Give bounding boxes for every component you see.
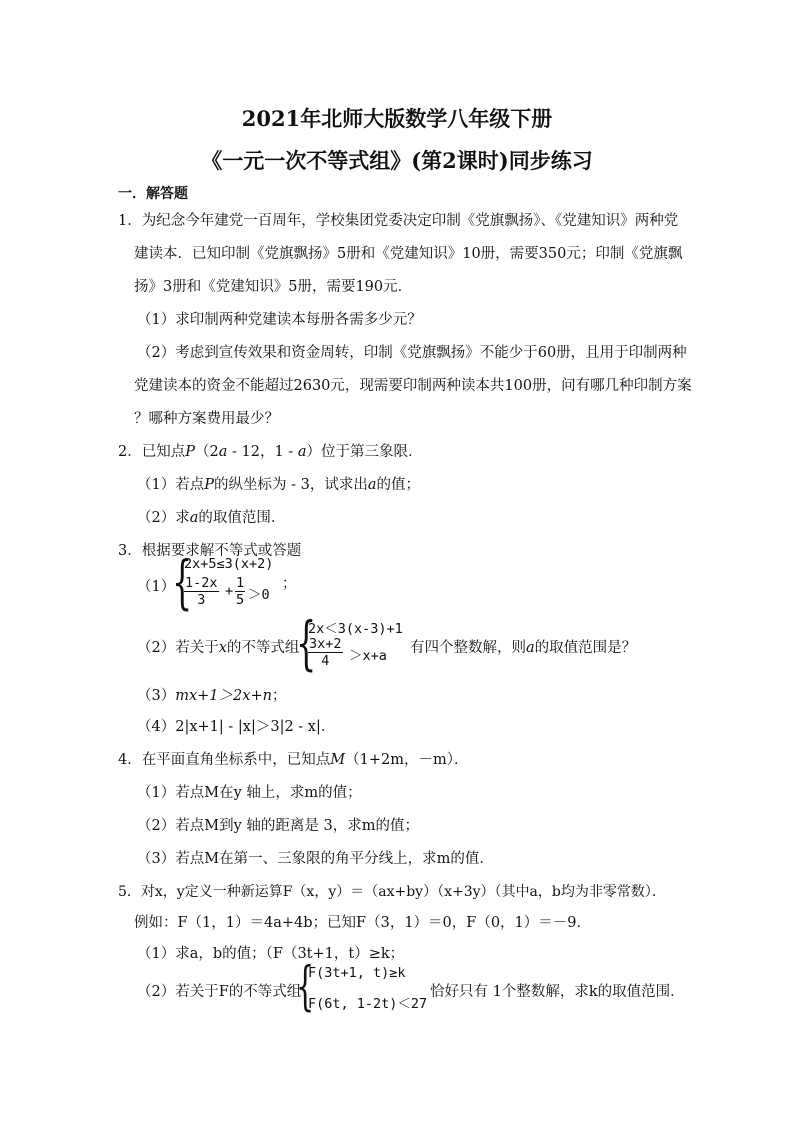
section-heading: 一．解答题	[118, 186, 188, 202]
q3-part-2-fraction	[308, 636, 343, 669]
fraction-denominator: 3	[197, 592, 206, 608]
q4-point-m: M	[330, 752, 346, 768]
fraction-numerator: 3x+2	[309, 636, 342, 652]
brace-glyph: {	[172, 548, 193, 616]
q3-part-4-expression: 2|x+1| - |x|＞3|2 - x|	[175, 719, 321, 735]
q4-part-1: （1）若点M在y 轴上，求m的值；	[137, 785, 362, 801]
q3-part-1-label: （1）	[137, 579, 176, 595]
q2-part-1-post: 的值；	[376, 477, 420, 493]
q2-part-2	[137, 508, 285, 528]
q2-var-a: a	[189, 510, 199, 526]
q5-part-2-post: 恰好只有 1个整数解，求k的取值范围．	[430, 984, 685, 1000]
q2-coords-c: ）位于第三象限．	[306, 444, 423, 460]
q3-part-1-ineq-1: 2x+5≤3(x+2)	[184, 556, 274, 572]
q5-example: 例如：F（1，1）＝4a+4b；已知F（3，1）＝0，F（0，1）＝－9．	[134, 915, 592, 931]
q1-part-2-line-2: 党建读本的资金不能超过2630元，现需要印制两种读本共100册，问有哪几种印制方案	[134, 378, 692, 394]
q5-part-2-ineq-1: F(3t+1, t)≥k	[308, 965, 406, 981]
fraction-numerator: 1	[236, 575, 245, 591]
q2-point-p: P	[204, 477, 214, 493]
q2-var-a: a	[367, 477, 377, 493]
q3-part-4-end: ．	[320, 719, 336, 735]
q4-coords: （1+2m，－m）．	[345, 752, 469, 768]
q3-part-3-label: （3）	[137, 688, 176, 704]
q1-part-2-line-1: （2）考虑到宣传效果和资金周转，印制《党旗飘扬》不能少于60册，且用于印制两种	[137, 345, 687, 361]
q1-line-2: 建读本．已知印制《党旗飘扬》5册和《党建知识》10册，需要350元；印制《党旗飘	[134, 246, 683, 262]
fraction-denominator: 5	[236, 592, 245, 608]
q4-stem-text: 4．在平面直角坐标系中，已知点	[118, 752, 331, 768]
q2-stem-text: 2．已知点	[118, 444, 186, 460]
q3-part-2-pre-text: （2）若关于	[137, 640, 219, 656]
plus-sign: +	[225, 583, 234, 599]
q2-coords-a: （2	[195, 444, 219, 460]
q3-var-a: a	[526, 640, 535, 656]
q5-stem: 5．对x，y定义一种新运算F（x，y）＝（ax+by）（x+3y）（其中a，b均为非零常数）．	[118, 884, 666, 900]
q3-part-1-fraction-1	[184, 575, 219, 608]
q2-coords-b: - 12，1 -	[227, 444, 298, 460]
q4-part-2: （2）若点M到y 轴的距离是 3，求m的值；	[137, 818, 419, 834]
q1-part-2-line-3: ？哪种方案费用最少？	[134, 411, 279, 427]
q4-stem	[118, 750, 468, 770]
q3-part-1-system	[172, 548, 292, 618]
q1-part-1: （1）求印制两种党建读本每册各需多少元？	[137, 312, 422, 328]
q3-part-2-mid: 的不等式组	[226, 640, 300, 656]
q3-part-3-expression: mx+1＞2x+n	[175, 688, 272, 704]
q3-part-2-system	[296, 609, 416, 679]
q2-part-1	[137, 475, 420, 495]
q3-stem: 3．根据要求解不等式或答题	[118, 543, 302, 559]
q3-part-3-end: ；	[271, 688, 287, 704]
q4-part-3: （3）若点M在第一、三象限的角平分线上，求m的值．	[137, 851, 494, 867]
page-subtitle: 《一元一次不等式组》(第2课时)同步练习	[201, 148, 593, 173]
q2-part-2-post: 的取值范围．	[198, 510, 286, 526]
q2-var-a: a	[218, 444, 228, 460]
q3-part-3	[137, 686, 286, 706]
q3-part-2-question: 的取值范围是？	[534, 640, 637, 656]
brace-glyph: {	[296, 957, 315, 1017]
q3-part-4	[137, 717, 335, 737]
page-title: 2021年北师大版数学八年级下册	[241, 106, 553, 131]
q5-part-2-system	[296, 957, 436, 1020]
q5-part-2-pre: （2）若关于F的不等式组	[137, 984, 302, 1000]
q2-part-2-pre: （2）求	[137, 510, 190, 526]
fraction-numerator: 1-2x	[185, 575, 218, 591]
q2-part-1-mid: 的纵坐标为 - 3，试求出	[214, 477, 368, 493]
q3-part-2-ineq-1: 2x＜3(x-3)+1	[308, 621, 403, 637]
q3-part-2-post	[410, 638, 636, 658]
brace-glyph: {	[296, 609, 317, 677]
q1-line-3: 扬》3册和《党建知识》5册，需要190元．	[134, 279, 413, 295]
q2-stem	[118, 442, 422, 462]
q2-point-p: P	[185, 444, 195, 460]
q2-var-a: a	[297, 444, 307, 460]
fraction-denominator: 4	[321, 653, 330, 669]
q3-part-2-pre	[137, 638, 299, 658]
q5-part-2-ineq-2: F(6t, 1-2t)＜27	[308, 996, 428, 1012]
q2-part-1-pre: （1）若点	[137, 477, 205, 493]
relation-greater-zero: ＞0	[248, 587, 270, 603]
q3-part-1-fraction-2	[235, 575, 245, 608]
q3-part-2-post-text: 有四个整数解，则	[410, 640, 526, 656]
q3-part-2-relation: ＞x+a	[349, 648, 387, 664]
q5-part-1: （1）求a，b的值；（F（3t+1，t）≥k；	[137, 946, 405, 962]
q3-var-x: x	[218, 640, 227, 656]
q3-part-1-semicolon: ；	[282, 576, 297, 592]
q3-part-4-label: （4）	[137, 719, 176, 735]
q1-line-1: 1．为纪念今年建党一百周年，学校集团党委决定印制《党旗飘扬》、《党建知识》两种党	[118, 213, 679, 229]
